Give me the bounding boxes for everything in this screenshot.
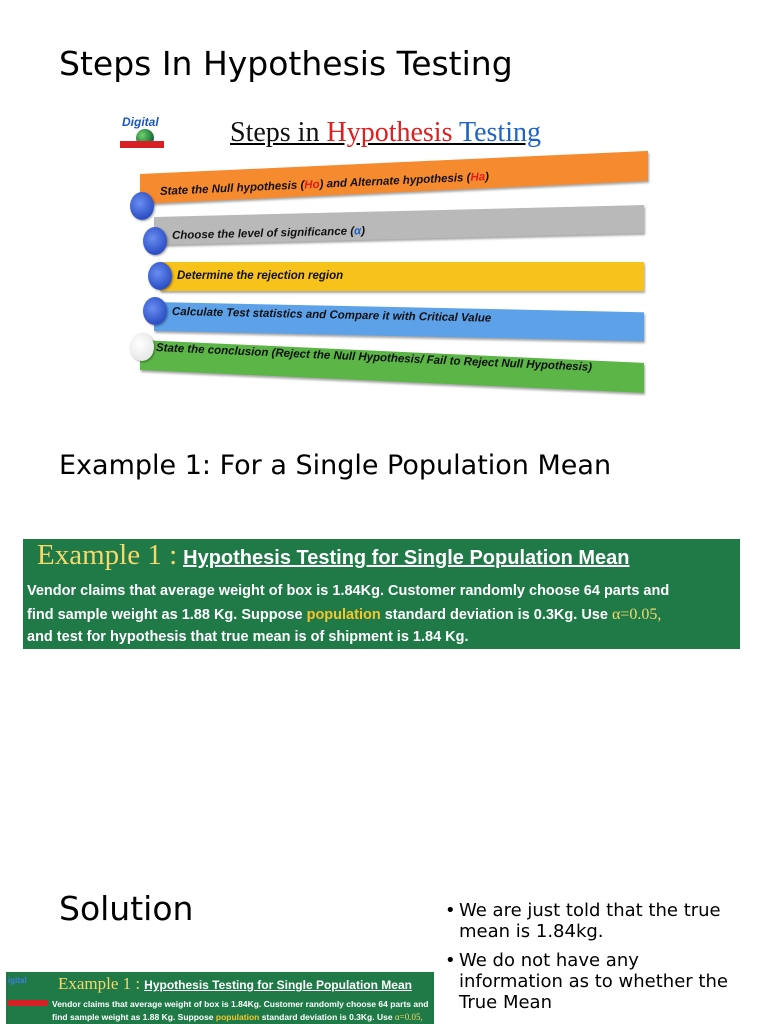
step-text-2: Choose the level of significance (α) (171, 225, 366, 242)
step-bullet-icon-3 (148, 262, 172, 290)
step-bullet-icon-1 (130, 192, 154, 220)
example-title-sub: Hypothesis Testing for Single Population Mean (183, 547, 630, 569)
steps-title-part3: Testing (452, 117, 541, 148)
example-line-3: and test for hypothesis that true mean is of shipment is 1.84 Kg. (27, 629, 469, 645)
logo-banner (120, 141, 164, 148)
step-bullet-icon-4 (143, 297, 167, 325)
bullet-item-1: • We are just told that the true mean is 1.84kg. (445, 900, 745, 942)
example-heading: Example 1: For a Single Population Mean (59, 450, 612, 481)
solution-line-1: Vendor claims that average weight of box is 1.84Kg. Customer randomly choose 64 parts and (52, 999, 429, 1009)
step-text-5: State the conclusion (Reject the Null Hypothesis/ Fail to Reject Null Hypothesis) (155, 342, 593, 374)
bullet-item-2: • We do not have any information as to whether the True Mean (445, 950, 745, 1013)
solution-line-2: find sample weight as 1.88 Kg. Suppose population standard deviation is 0.3Kg. Use α=0.05, (52, 1012, 423, 1022)
logo-text: Digital (122, 115, 159, 129)
steps-title-part2: Hypothesis (326, 117, 453, 148)
steps-title-part1: Steps in (230, 117, 327, 148)
example-line-2: find sample weight as 1.88 Kg. Suppose population standard deviation is 0.3Kg. Use α=0.05, (27, 606, 662, 623)
solution-heading: Solution (59, 889, 194, 928)
example-title-big: Example 1 : (37, 539, 178, 571)
solution-bullets (445, 900, 745, 1021)
solution-thumbnail (6, 972, 434, 1024)
solution-title: Example 1 : Hypothesis Testing for Single Population Mean (58, 974, 412, 993)
step-bullet-icon-5 (130, 333, 154, 361)
step-bullet-icon-2 (143, 227, 167, 255)
solution-logo-text: igital (8, 976, 27, 985)
step-text-3: Determine the rejection region (177, 270, 344, 282)
steps-graphic-title (230, 117, 541, 149)
solution-logo-banner (8, 1000, 48, 1006)
logo (118, 113, 170, 157)
step-text-4: Calculate Test statistics and Compare it with Critical Value (171, 306, 492, 325)
steps-heading: Steps In Hypothesis Testing (59, 44, 513, 83)
example-line-1: Vendor claims that average weight of box is 1.84Kg. Customer randomly choose 64 parts and (27, 583, 670, 599)
example-banner (23, 539, 740, 649)
step-text-1: State the Null hypothesis (Ho) and Alternate hypothesis (Ha) (159, 171, 490, 198)
example-title (37, 539, 629, 572)
